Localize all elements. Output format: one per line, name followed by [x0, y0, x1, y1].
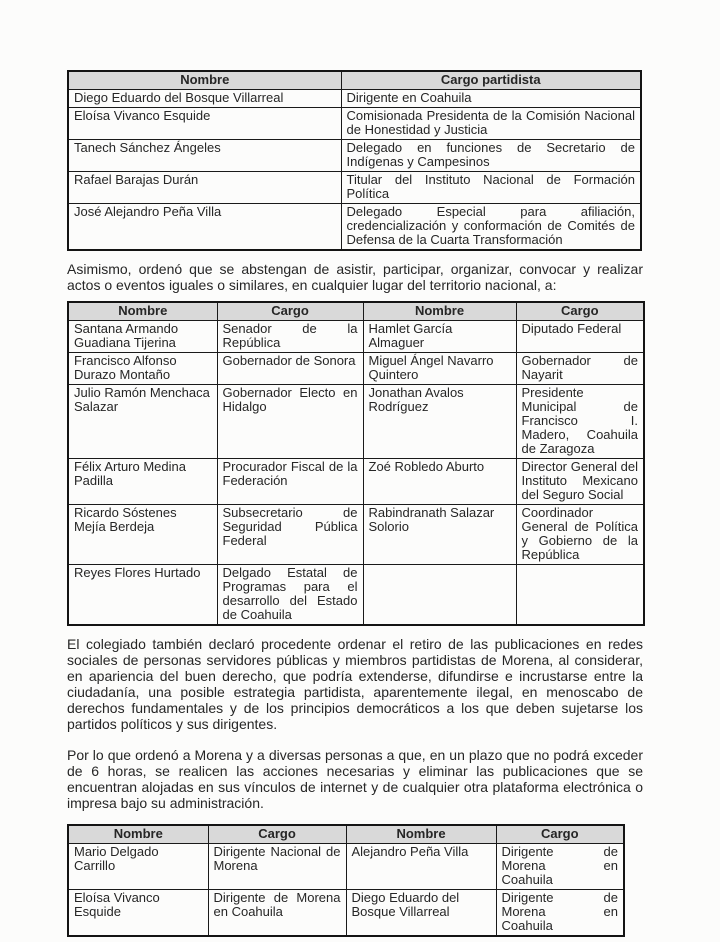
public-officials-table — [67, 301, 645, 626]
column-header-nombre: Nombre — [68, 302, 217, 321]
person-name: Julio Ramón Menchaca Salazar — [68, 385, 217, 459]
person-name: Félix Arturo Medina Padilla — [68, 459, 217, 505]
table-row — [68, 108, 641, 140]
person-role: Dirigente Nacional de Morena — [208, 844, 346, 890]
person-role: Procurador Fiscal de la Federación — [217, 459, 363, 505]
person-role: Titular del Instituto Nacional de Formación Política — [341, 172, 641, 204]
table-header-row — [68, 302, 644, 321]
person-name: Eloísa Vivanco Esquide — [68, 890, 208, 937]
person-role: Gobernador Electo en Hidalgo — [217, 385, 363, 459]
paragraph-order-abstain: Asimismo, ordenó que se abstengan de asistir, participar, organizar, convocar y realizar actos o eventos iguales o similares, en cualquier lugar del territorio nacional, a: — [67, 261, 643, 293]
paragraph-removal-order: El colegiado también declaró procedente ordenar el retiro de las publicaciones en redes sociales de personas servidores públicas y miembros partidistas de Morena, al considerar, en apariencia del buen derecho, que podría extenderse, difundirse e incrustarse entre la ciudadanía, una posible estrategia partidista, aparentemente ilegal, en menoscabo de derechos fundamentales y de los principios democráticos a los que deben sujetarse los partidos políticos y sus dirigentes. — [67, 636, 643, 732]
person-name: Tanech Sánchez Ángeles — [68, 140, 341, 172]
person-role: Delegado Especial para afiliación, credencialización y conformación de Comités de Defensa de la Cuarta Transformación — [341, 204, 641, 251]
table-row — [68, 172, 641, 204]
person-name: José Alejandro Peña Villa — [68, 204, 341, 251]
person-role: Dirigente de Morena en Coahuila — [208, 890, 346, 937]
table-row — [68, 565, 644, 626]
person-name: Alejandro Peña Villa — [346, 844, 496, 890]
table-row — [68, 353, 644, 385]
column-header-nombre: Nombre — [363, 302, 516, 321]
person-role: Dirigente de Morena en Coahuila — [496, 844, 624, 890]
person-role: Coordinador General de Política y Gobierno de la República — [516, 505, 644, 565]
column-header-cargo: Cargo — [217, 302, 363, 321]
person-name: Zoé Robledo Aburto — [363, 459, 516, 505]
person-name: Eloísa Vivanco Esquide — [68, 108, 341, 140]
paragraph-deadline: Por lo que ordenó a Morena y a diversas personas a que, en un plazo que no podrá exceder de 6 horas, se realicen las acciones necesarias y eliminar las publicaciones que se encuentran alojadas en sus vínculos de internet y de cualquier otra plataforma electrónica o impresa bajo su administración. — [67, 747, 643, 811]
person-role: Comisionada Presidenta de la Comisión Nacional de Honestidad y Justicia — [341, 108, 641, 140]
person-role: Gobernador de Sonora — [217, 353, 363, 385]
person-name: Francisco Alfonso Durazo Montaño — [68, 353, 217, 385]
column-header-nombre: Nombre — [68, 825, 208, 844]
table-row — [68, 890, 624, 937]
person-name: Jonathan Avalos Rodríguez — [363, 385, 516, 459]
table-row — [68, 140, 641, 172]
column-header-cargo: Cargo — [496, 825, 624, 844]
table-row — [68, 385, 644, 459]
table-row — [68, 321, 644, 353]
person-role: Gobernador de Nayarit — [516, 353, 644, 385]
person-role: Director General del Instituto Mexicano del Seguro Social — [516, 459, 644, 505]
column-header-nombre: Nombre — [68, 71, 341, 90]
table-row — [68, 459, 644, 505]
column-header-cargo-partidista: Cargo partidista — [341, 71, 641, 90]
person-name: Mario Delgado Carrillo — [68, 844, 208, 890]
person-role: Diputado Federal — [516, 321, 644, 353]
person-name: Reyes Flores Hurtado — [68, 565, 217, 626]
person-role: Dirigente en Coahuila — [341, 90, 641, 108]
column-header-cargo: Cargo — [516, 302, 644, 321]
column-header-cargo: Cargo — [208, 825, 346, 844]
person-name: Diego Eduardo del Bosque Villarreal — [346, 890, 496, 937]
column-header-nombre: Nombre — [346, 825, 496, 844]
person-name: Miguel Ángel Navarro Quintero — [363, 353, 516, 385]
person-name: Rafael Barajas Durán — [68, 172, 341, 204]
person-name: Santana Armando Guadiana Tijerina — [68, 321, 217, 353]
person-name: Ricardo Sóstenes Mejía Berdeja — [68, 505, 217, 565]
table-header-row — [68, 71, 641, 90]
table-row — [68, 844, 624, 890]
person-role: Subsecretario de Seguridad Pública Federal — [217, 505, 363, 565]
party-leaders-table — [67, 824, 625, 937]
person-name: Rabindranath Salazar Solorio — [363, 505, 516, 565]
person-role: Senador de la República — [217, 321, 363, 353]
person-role: Delegado en funciones de Secretario de Indígenas y Campesinos — [341, 140, 641, 172]
person-role: Delgado Estatal de Programas para el desarrollo del Estado de Coahuila — [217, 565, 363, 626]
empty-cell — [363, 565, 516, 626]
empty-cell — [516, 565, 644, 626]
table-row — [68, 505, 644, 565]
table-header-row — [68, 825, 624, 844]
person-name: Diego Eduardo del Bosque Villarreal — [68, 90, 341, 108]
partisan-roles-table — [67, 70, 642, 251]
person-name: Hamlet García Almaguer — [363, 321, 516, 353]
person-role: Dirigente de Morena en Coahuila — [496, 890, 624, 937]
table-row — [68, 90, 641, 108]
table-row — [68, 204, 641, 251]
person-role: Presidente Municipal de Francisco I. Madero, Coahuila de Zaragoza — [516, 385, 644, 459]
